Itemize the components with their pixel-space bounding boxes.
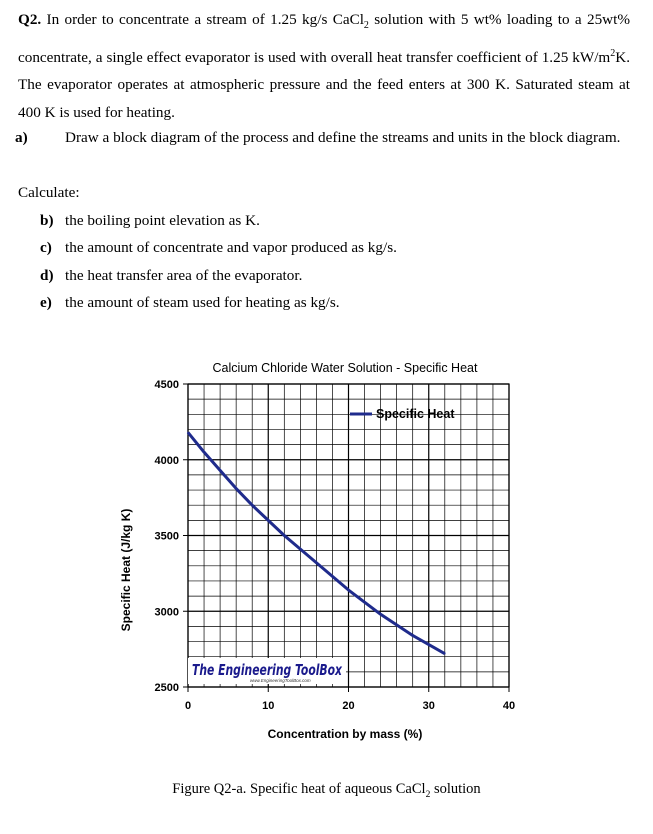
data-point [316,562,318,564]
y-tick-label: 3000 [154,606,179,619]
question-number: Q2. [18,11,42,28]
question-text-part2: solution with 5 wt% loading to a 25wt% concentrate, a single effect evaporator is used with overall heat transfer coefficient of 1.25 kW/m [18,11,631,66]
question-subscript: 2 [363,20,369,32]
chart-grid [188,384,509,687]
part-b [40,207,260,235]
data-point [300,548,302,550]
specific-heat-chart [100,350,540,760]
data-point [251,504,253,506]
part-c-text: the amount of concentrate and vapor produced as kg/s. [65,239,397,256]
watermark [188,658,346,684]
x-tick-label: 40 [502,700,516,712]
chart-legend [350,407,455,421]
part-a-text: Draw a block diagram of the process and define the streams and units in the block diagram. [65,129,621,146]
data-point [396,624,398,626]
part-e [40,289,340,317]
calculate-label: Calculate: [18,184,80,201]
y-axis-label: Specific Heat (J/kg K) [119,508,133,632]
question-text-part1: In order to concentrate a stream of 1.25 kg/s CaCl [41,11,364,28]
x-tick-label: 0 [184,700,192,712]
part-d-text: the heat transfer area of the evaporator. [65,267,303,284]
caption-text-part2: solution [430,781,481,797]
watermark-brand: The Engineering ToolBox [192,661,343,679]
watermark-url: www.EngineeringToolBox.com [250,678,311,683]
x-tick-label: 20 [342,700,355,712]
y-tick-label: 4500 [154,379,179,391]
part-b-text: the boiling point elevation as K. [65,212,260,229]
data-point [267,520,269,522]
y-tick-label: 4000 [154,454,179,467]
data-point [203,451,205,453]
legend-label: Specific Heat [376,407,455,421]
data-point [364,601,366,603]
part-c-label: c) [40,239,52,256]
part-e-label: e) [40,294,52,311]
part-b-label: b) [40,212,54,229]
part-d [40,262,302,290]
caption-text-part1: Figure Q2-a. Specific heat of aqueous CaCl [172,781,426,797]
part-e-text: the amount of steam used for heating as kg/s. [65,294,340,311]
data-point [348,589,350,591]
data-point [332,576,334,578]
question-text [18,6,630,126]
part-c [40,234,397,262]
data-point [284,535,286,537]
chart-title: Calcium Chloride Water Solution - Specific Heat [212,361,478,375]
data-point [412,635,414,637]
data-point [444,653,446,655]
data-point [428,644,430,646]
part-a [15,124,653,152]
part-a-label: a) [15,129,28,146]
x-tick-label: 30 [422,700,435,712]
question-text-part3: K. The evaporator operates at atmospheric pressure and the feed enters at 300 K. Saturated steam at 400 K is used for heating. [18,48,630,121]
caption-subscript: 2 [425,789,431,800]
part-d-label: d) [40,267,54,284]
x-tick-label: 10 [262,700,275,712]
data-point [380,613,382,615]
y-tick-label: 3500 [154,530,179,543]
y-tick-label: 2500 [154,682,179,694]
data-point [187,432,189,434]
figure-caption [0,781,653,800]
x-axis-label: Concentration by mass (%) [267,727,423,741]
data-point [235,488,237,490]
data-point [219,470,221,472]
chart-svg [100,350,540,760]
question-superscript: 2 [610,47,616,59]
